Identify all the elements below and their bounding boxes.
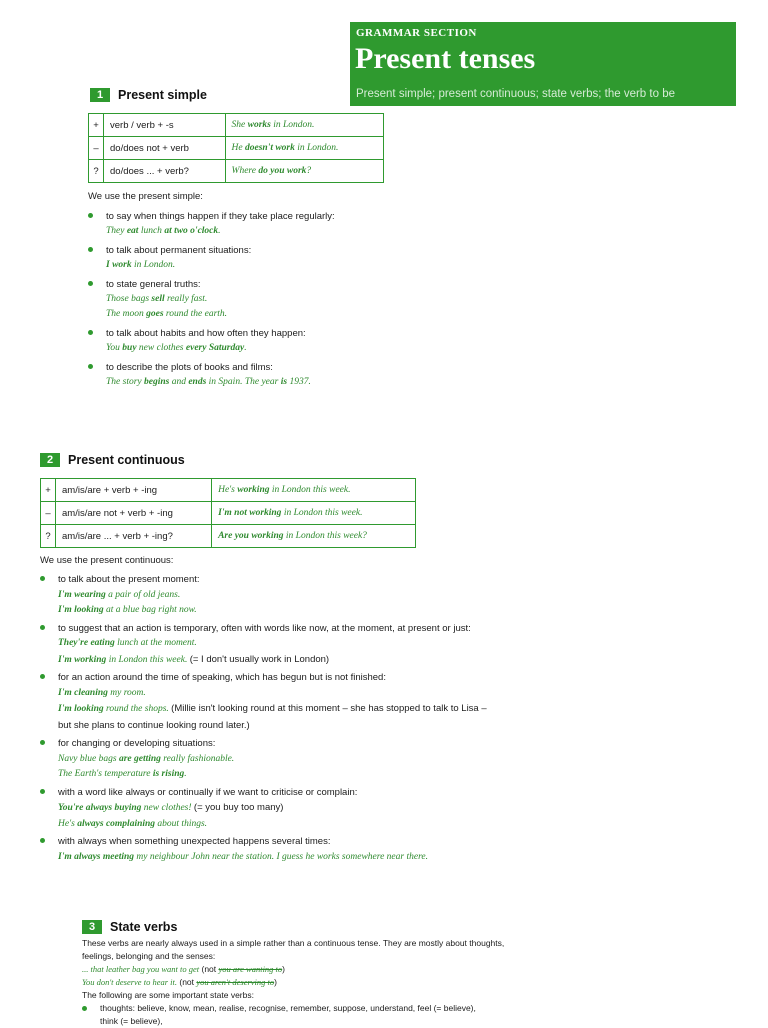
usage-list <box>88 205 335 390</box>
bullet-icon <box>40 625 45 630</box>
example-line: I'm wearing a pair of old jeans. <box>58 589 181 600</box>
bullet-icon <box>40 740 45 745</box>
table-row <box>41 479 416 502</box>
bullet-icon <box>88 330 93 335</box>
bullet-icon <box>88 281 93 286</box>
example-line: I'm looking round the shops. (Millie isn't looking round at this moment – she has stopped to talk to Lisa – <box>58 703 487 714</box>
section-banner <box>350 22 736 106</box>
table-cell-symbol: + <box>41 479 56 502</box>
table-cell-example: Are you working in London this week? <box>212 525 416 548</box>
section-2-heading <box>40 453 185 467</box>
table-cell-symbol: – <box>41 502 56 525</box>
table-cell-symbol: – <box>89 137 104 160</box>
form-table <box>40 478 416 548</box>
list-item: for changing or developing situations: <box>40 736 487 752</box>
table-cell-form: am/is/are ... + verb + -ing? <box>56 525 212 548</box>
bullet-icon <box>88 213 93 218</box>
section-number: 2 <box>40 453 60 467</box>
bullet-icon <box>40 576 45 581</box>
bullet-icon <box>40 789 45 794</box>
table-cell-example: She works in London. <box>225 114 383 137</box>
list-item: to talk about the present moment: <box>40 572 487 588</box>
list-item-continuation: think (= believe), <box>100 1016 163 1026</box>
bullet-icon <box>40 674 45 679</box>
list-item: to talk about permanent situations: <box>88 243 335 258</box>
example-line: I'm working in London this week. (= I don't usually work in London) <box>58 653 330 665</box>
section-number: 1 <box>90 88 110 102</box>
table-cell-form: do/does not + verb <box>104 137 226 160</box>
example-line: ... that leather bag you want to get (not you are wanting to) <box>82 964 286 974</box>
form-table <box>88 113 384 183</box>
list-item: to describe the plots of books and films: <box>88 360 335 375</box>
example-line: They eat lunch at two o'clock. <box>106 226 221 236</box>
table-cell-example: He doesn't work in London. <box>225 137 383 160</box>
table-cell-form: am/is/are + verb + -ing <box>56 479 212 502</box>
table-cell-form: am/is/are not + verb + -ing <box>56 502 212 525</box>
example-line: Navy blue bags are getting really fashionable. <box>58 753 235 764</box>
table-cell-symbol: ? <box>41 525 56 548</box>
list-item: for an action around the time of speaking, which has begun but is not finished: <box>40 670 487 686</box>
list-item: to talk about habits and how often they happen: <box>88 326 335 341</box>
example-line: but she plans to continue looking round later.) <box>58 719 250 731</box>
table-cell-form: verb / verb + -s <box>104 114 226 137</box>
example-line: You buy new clothes every Saturday. <box>106 343 247 353</box>
example-line: I'm always meeting my neighbour John near the station. I guess he works somewhere near there. <box>58 851 429 862</box>
example-line: I'm cleaning my room. <box>58 687 146 698</box>
bullet-icon <box>40 838 45 843</box>
example-line: I work in London. <box>106 260 176 270</box>
example-line: You're always buying new clothes! (= you buy too many) <box>58 802 284 813</box>
table-row <box>89 160 384 183</box>
table-cell-symbol: ? <box>89 160 104 183</box>
example-line: He's always complaining about things. <box>58 818 208 829</box>
list-item: to say when things happen if they take place regularly: <box>88 209 335 224</box>
paragraph-line: These verbs are nearly always used in a simple rather than a continuous tense. They are mostly about thoughts, <box>82 938 505 948</box>
section-3-heading <box>82 920 177 934</box>
example-line: Those bags sell really fast. <box>106 294 208 304</box>
section-title: Present continuous <box>68 453 185 467</box>
example-line: The moon goes round the earth. <box>106 309 228 319</box>
bullet-icon <box>82 1006 87 1011</box>
list-item: with a word like always or continually if we want to criticise or complain: <box>40 785 487 801</box>
paragraph-line: The following are some important state verbs: <box>82 990 254 1000</box>
example-line: You don't deserve to hear it. (not you aren't deserving to) <box>82 977 277 987</box>
table-cell-example: Where do you work? <box>225 160 383 183</box>
table-cell-form: do/does ... + verb? <box>104 160 226 183</box>
list-item: with always when something unexpected happens several times: <box>40 834 487 850</box>
banner-subtitle: Present simple; present continuous; state verbs; the verb to be <box>356 88 675 100</box>
paragraph-line: feelings, belonging and the senses: <box>82 951 216 961</box>
list-item: thoughts: believe, know, mean, realise, recognise, remember, suppose, understand, feel (= believe), <box>82 1002 504 1015</box>
intro-text: We use the present continuous: <box>40 555 174 566</box>
example-line: The Earth's temperature is rising. <box>58 769 187 779</box>
table-cell-example: He's working in London this week. <box>212 479 416 502</box>
list-item: to suggest that an action is temporary, often with words like now, at the moment, at present or just: <box>40 621 487 637</box>
table-cell-example: I'm not working in London this week. <box>212 502 416 525</box>
list-item: to state general truths: <box>88 277 335 292</box>
usage-list <box>40 570 487 865</box>
section-1-heading <box>90 88 207 102</box>
intro-text: We use the present simple: <box>88 191 203 202</box>
banner-kicker: GRAMMAR SECTION <box>356 27 477 39</box>
table-cell-symbol: + <box>89 114 104 137</box>
banner-title: Present tenses <box>355 42 536 75</box>
table-row <box>41 502 416 525</box>
table-row <box>89 114 384 137</box>
section-number: 3 <box>82 920 102 934</box>
example-line: The story begins and ends in Spain. The year is 1937. <box>106 377 311 387</box>
state-verbs-text <box>82 937 504 1028</box>
section-title: State verbs <box>110 920 178 934</box>
table-row <box>89 137 384 160</box>
example-line: They're eating lunch at the moment. <box>58 638 197 648</box>
bullet-icon <box>88 364 93 369</box>
bullet-icon <box>88 247 93 252</box>
example-line: I'm looking at a blue bag right now. <box>58 605 197 615</box>
section-title: Present simple <box>118 88 207 102</box>
table-row <box>41 525 416 548</box>
